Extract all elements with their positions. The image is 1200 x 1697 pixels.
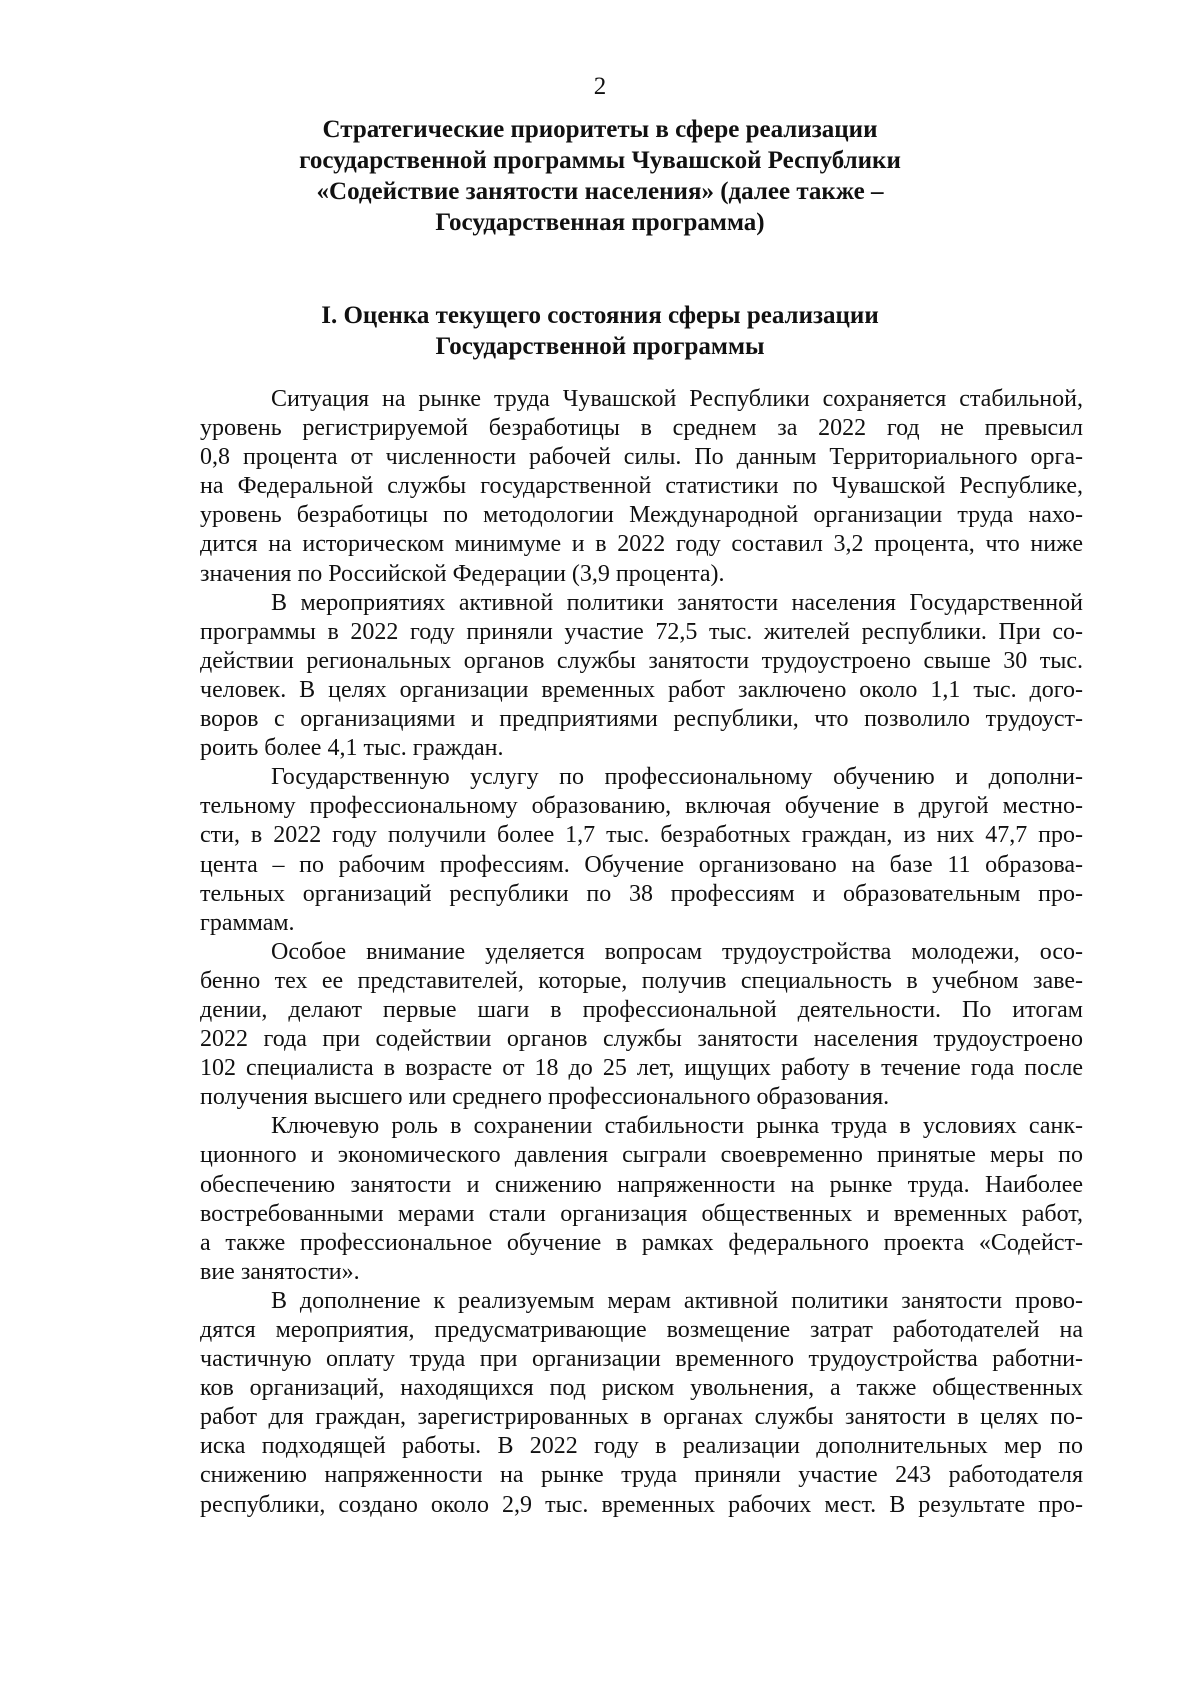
text-line: воров с организациями и предприятиями республики, что позволило трудоуст- (200, 706, 1083, 733)
text-line: человек. В целях организации временных работ заключено около 1,1 тыс. дого- (200, 676, 1083, 703)
text-line: получения высшего или среднего профессионального образования. (200, 1084, 890, 1111)
text-line: ков организаций, находящихся под риском увольнения, а также общественных (200, 1375, 1083, 1402)
text-line: роить более 4,1 тыс. граждан. (200, 735, 504, 762)
text-line: 2022 года при содействии органов службы занятости населения трудоустроено (200, 1026, 1083, 1053)
text-line: Государственную услугу по профессиональному обучению и дополни- (271, 764, 1083, 791)
text-line: иска подходящей работы. В 2022 году в реализации дополнительных мер по (200, 1433, 1083, 1460)
text-line: В дополнение к реализуемым мерам активной политики занятости прово- (271, 1287, 1083, 1314)
text-line: ционного и экономического давления сыграли своевременно принятые меры по (200, 1142, 1083, 1169)
text-line: В мероприятиях активной политики занятости населения Государственной (271, 589, 1083, 616)
text-line: востребованными мерами стали организация общественных и временных работ, (200, 1200, 1083, 1227)
text-line: а также профессиональное обучение в рамках федерального проекта «Содейст- (200, 1229, 1083, 1256)
text-line: дятся мероприятия, предусматривающие возмещение затрат работодателей на (200, 1317, 1083, 1343)
text-line: 0,8 процента от численности рабочей силы. По данным Территориального орга- (200, 444, 1083, 471)
section-title-line: Государственной программы (435, 333, 765, 360)
text-line: обеспечению занятости и снижению напряженности на рынке труда. Наиболее (200, 1171, 1083, 1198)
section-title-line: I. Оценка текущего состояния сферы реализации (321, 302, 879, 329)
main-title-line: «Содействие занятости населения» (далее также – (316, 178, 884, 205)
text-line: на Федеральной службы государственной статистики по Чувашской Республике, (200, 473, 1083, 500)
text-line: Ключевую роль в сохранении стабильности рынка труда в условиях санк- (271, 1113, 1083, 1140)
text-line: частичную оплату труда при организации временного трудоустройства работни- (200, 1346, 1083, 1373)
main-title (0, 114, 1200, 238)
text-line: уровень регистрируемой безработицы в среднем за 2022 год не превысил (200, 415, 1083, 442)
text-line: тельных организаций республики по 38 профессиям и образовательным про- (200, 880, 1083, 907)
main-title-line: Государственная программа) (435, 209, 765, 236)
text-line: граммам. (200, 909, 295, 936)
text-line: цента – по рабочим профессиям. Обучение организовано на базе 11 образова- (200, 851, 1083, 878)
text-line: дится на историческом минимуме и в 2022 году составил 3,2 процента, что ниже (200, 531, 1083, 558)
text-line: уровень безработицы по методологии Международной организации труда нахо- (200, 502, 1083, 529)
main-title-line: государственной программы Чувашской Республики (299, 147, 901, 174)
text-line: программы в 2022 году приняли участие 72,5 тыс. жителей республики. При со- (200, 618, 1083, 645)
text-line: значения по Российской Федерации (3,9 процента). (200, 560, 725, 587)
text-line: Особое внимание уделяется вопросам трудоустройства молодежи, осо- (271, 938, 1083, 965)
text-line: сти, в 2022 году получили более 1,7 тыс. безработных граждан, из них 47,7 про- (200, 822, 1083, 849)
section-title (0, 300, 1200, 362)
text-line: тельному профессиональному образованию, включая обучение в другой местно- (200, 793, 1083, 820)
main-title-line: Стратегические приоритеты в сфере реализации (322, 116, 878, 143)
text-line: дении, делают первые шаги в профессиональной деятельности. По итогам (200, 996, 1083, 1023)
text-line: 102 специалиста в возрасте от 18 до 25 лет, ищущих работу в течение года после (200, 1055, 1083, 1082)
text-line: работ для граждан, зарегистрированных в органах службы занятости в целях по- (200, 1404, 1083, 1431)
text-line: вие занятости». (200, 1258, 360, 1285)
text-line: снижению напряженности на рынке труда приняли участие 243 работодателя (200, 1462, 1083, 1489)
text-line: Ситуация на рынке труда Чувашской Республики сохраняется стабильной, (271, 386, 1083, 412)
text-line: республики, создано около 2,9 тыс. временных рабочих мест. В результате про- (200, 1491, 1083, 1518)
text-line: бенно тех ее представителей, которые, получив специальность в учебном заве- (200, 967, 1083, 994)
text-line: действии региональных органов службы занятости трудоустроено свыше 30 тыс. (200, 647, 1083, 674)
body-text (200, 385, 1083, 1520)
page-number: 2 (593, 73, 607, 100)
